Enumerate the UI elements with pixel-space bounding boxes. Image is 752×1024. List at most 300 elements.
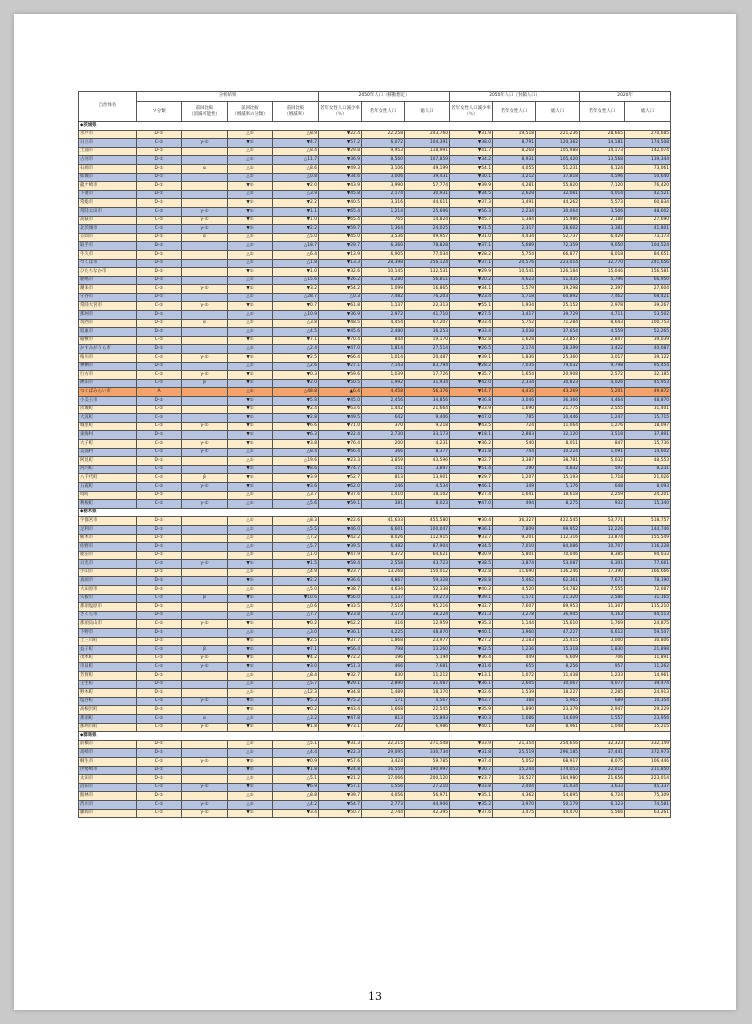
cell-w3: 2,188 [580,216,625,225]
cell-tot: 76,203 [405,293,450,302]
cell-t: D-① [137,164,182,173]
cell-a [182,766,228,775]
cell-w3: 13,874 [580,534,625,543]
cell-q: ▼40.1 [450,629,493,638]
cell-n: 那須町 [79,714,137,723]
cell-b: ▼② [228,757,273,766]
cell-r: △3.9 [273,190,319,199]
cell-b: ▼② [228,723,273,732]
cell-p: ▼36.6 [319,577,362,586]
cell-n: 鹿沼市 [79,551,137,560]
cell-w3: 8,075 [580,757,625,766]
table-row [79,560,671,569]
cell-q: ▼33.4 [450,328,493,337]
cell-a [182,397,228,406]
cell-a: γ-② [182,354,228,363]
cell-r: ▼5.8 [273,397,319,406]
cell-w2: 3,960 [493,629,536,638]
cell-a: β [182,646,228,655]
cell-q: ▼39.9 [450,182,493,191]
cell-w: 8,560 [362,156,405,165]
cell-w2: 7,809 [493,525,536,534]
cell-a [182,311,228,320]
header-municipality: 自治体名 [79,92,137,122]
cell-p: ▼23.3 [319,457,362,466]
cell-w3: 7,671 [580,577,625,586]
cell-r: △19.6 [273,457,319,466]
cell-w: 196 [362,654,405,663]
cell-t: D-① [137,276,182,285]
cell-t3: 223,014 [625,775,671,784]
cell-q: ▼46.1 [450,482,493,491]
cell-p: ▼33.5 [319,603,362,612]
cell-r: ▼3.0 [273,663,319,672]
cell-w: 1,364 [362,225,405,234]
cell-b: ▼② [228,285,273,294]
cell-q: ▼47.0 [450,414,493,423]
cell-t: D-① [137,629,182,638]
table-row [79,233,671,242]
table-row [79,345,671,354]
cell-t: D-① [137,586,182,595]
cell-t: C-② [137,354,182,363]
cell-n: 大田原市 [79,586,137,595]
cell-t3: 518,757 [625,517,671,526]
cell-t3: 50,640 [625,173,671,182]
cell-t3: 24,913 [625,689,671,698]
cell-b: ▼② [228,439,273,448]
cell-t2: 54,782 [536,586,580,595]
cell-b: ▼② [228,654,273,663]
cell-t2: 68,917 [536,757,580,766]
cell-tot: 5,194 [405,654,450,663]
prefecture-label: ◆栃木県 [79,508,671,517]
cell-p: ▼34.8 [319,689,362,698]
cell-n: 取手市 [79,242,137,251]
cell-w3: 5,201 [580,388,625,397]
cell-t2: 70,046 [536,551,580,560]
cell-t3: 142,074 [625,147,671,156]
cell-q: ▼32.7 [450,603,493,612]
cell-p: ▼54.2 [319,285,362,294]
cell-p: ▲6.4 [319,388,362,397]
cell-w: 6,360 [362,242,405,251]
cell-w3: 5,566 [580,809,625,818]
cell-w2: 5,052 [493,757,536,766]
cell-t3: 372,973 [625,749,671,758]
cell-tot: 12,959 [405,620,450,629]
cell-tot: 9,218 [405,422,450,431]
cell-n: 笠間市 [79,233,137,242]
cell-t3: 94,033 [625,551,671,560]
cell-w2: 785 [493,414,536,423]
cell-a [182,405,228,414]
cell-t2: 51,435 [536,276,580,285]
cell-w: 9,953 [362,147,405,156]
cell-t2: 120,362 [536,139,580,148]
cell-p: ▼57.2 [319,139,362,148]
table-row [79,603,671,612]
cell-q: ▼27.2 [450,637,493,646]
cell-tot: 57,774 [405,182,450,191]
cell-tot: 21,664 [405,405,450,414]
cell-q: ▼40.2 [450,586,493,595]
cell-p: ▼22.6 [319,517,362,526]
cell-n: 龍ケ崎市 [79,182,137,191]
cell-r: ▼6.3 [273,431,319,440]
cell-b: △② [228,242,273,251]
cell-a [182,551,228,560]
cell-t2: 10,224 [536,448,580,457]
cell-w3: 689 [580,697,625,706]
cell-t: D-① [137,233,182,242]
cell-t3: 45,953 [625,379,671,388]
cell-r: △8.4 [273,448,319,457]
cell-t: C-② [137,500,182,509]
cell-q: ▼35.3 [450,620,493,629]
cell-w3: 5,032 [580,457,625,466]
cell-w: 2,558 [362,560,405,569]
cell-r: △5.0 [273,233,319,242]
cell-w: 1,099 [362,285,405,294]
cell-b: △② [228,534,273,543]
cell-p: ▼45.8 [319,190,362,199]
cell-q: ▼33.9 [450,405,493,414]
cell-t2: 14,609 [536,714,580,723]
table-body [79,122,671,818]
cell-tot: 78,828 [405,242,450,251]
cell-n: 潮来市 [79,285,137,294]
cell-t2: 43,269 [536,388,580,397]
cell-a [182,362,228,371]
cell-r: ▼7.1 [273,336,319,345]
cell-a [182,577,228,586]
cell-b: △② [228,362,273,371]
cell-b: △② [228,448,273,457]
cell-w2: 15,244 [493,766,536,775]
cell-w: 466 [362,663,405,672]
cell-q: ▼32.6 [450,689,493,698]
table-row [79,740,671,749]
cell-n: 美浦村 [79,448,137,457]
cell-tot: 8,023 [405,500,450,509]
cell-tot: 67,207 [405,319,450,328]
cell-w2: 7,010 [493,543,536,552]
cell-w2: 4,520 [493,586,536,595]
cell-q: ▼41.7 [450,147,493,156]
cell-t: C-② [137,439,182,448]
cell-w2: 3,387 [493,457,536,466]
cell-q: ▼30.1 [450,173,493,182]
cell-t2: 62,361 [536,577,580,586]
cell-w2: 4,435 [493,388,536,397]
cell-b: ▼② [228,302,273,311]
cell-t2: 52,737 [536,233,580,242]
cell-n: 那珂市 [79,311,137,320]
cell-q: ▼37.6 [450,809,493,818]
table-row [79,620,671,629]
cell-t3: 44,513 [625,611,671,620]
cell-t2: 296,185 [536,749,580,758]
cell-w: 813 [362,714,405,723]
cell-r: ▼2.4 [273,405,319,414]
cell-q: ▼36.1 [450,525,493,534]
cell-w3: 4,559 [580,328,625,337]
cell-t2: 38,781 [536,457,580,466]
cell-b: ▼② [228,354,273,363]
cell-b: △② [228,775,273,784]
cell-a [182,517,228,526]
cell-p: ▼24.8 [319,766,362,775]
cell-w: 13,268 [362,568,405,577]
cell-b: △② [228,500,273,509]
cell-a: γ-② [182,663,228,672]
cell-w: 4,372 [362,551,405,560]
cell-n: 市貝町 [79,663,137,672]
cell-q: ▼56.3 [450,207,493,216]
cell-t2: 25,415 [536,637,580,646]
cell-t2: 44,262 [536,199,580,208]
cell-p: △0.3 [319,293,362,302]
cell-t3: 63,261 [625,809,671,818]
table-row [79,586,671,595]
cell-p: ▼39.7 [319,792,362,801]
cell-w3: 6,123 [580,800,625,809]
table-row [79,311,671,320]
cell-tot: 112,915 [405,534,450,543]
cell-t3: 24,201 [625,491,671,500]
cell-b: △② [228,792,273,801]
cell-b: ▼② [228,139,273,148]
cell-tot: 243,760 [405,130,450,139]
cell-w: 1,410 [362,491,405,500]
cell-n: 那須塩原市 [79,603,137,612]
cell-p: ▼37.7 [319,637,362,646]
cell-r: △4.5 [273,328,319,337]
cell-w3: 2,397 [580,285,625,294]
cell-n: 石岡市 [79,164,137,173]
cell-p: ▼56.4 [319,646,362,655]
cell-t2: 60,892 [536,293,580,302]
cell-a: γ-② [182,620,228,629]
cell-n: かすみがうら市 [79,345,137,354]
cell-a: γ-② [182,439,228,448]
cell-n: 茨城町 [79,405,137,414]
cell-tot: 16,865 [405,285,450,294]
table-row [79,130,671,139]
cell-q: ▼34.5 [450,190,493,199]
cell-t3: 332,149 [625,740,671,749]
cell-w2: 3,417 [493,311,536,320]
table-row [79,371,671,380]
cell-t3: 15,715 [625,414,671,423]
cell-t3: 14,602 [625,448,671,457]
cell-b: ▼② [228,474,273,483]
cell-w3: 1,718 [580,474,625,483]
table-row [79,491,671,500]
cell-w2: 8,931 [493,156,536,165]
cell-w2: 1,890 [493,706,536,715]
cell-w: 798 [362,646,405,655]
cell-t: C-② [137,465,182,474]
cell-w3: 53,771 [580,517,625,526]
cell-p: ▼27.1 [319,362,362,371]
cell-tot: 13,901 [405,474,450,483]
cell-w2: 7,607 [493,603,536,612]
cell-tot: 36,253 [405,328,450,337]
header-prev-shrink: 前回比較 （増減率の分類） [228,102,273,122]
cell-q: ▼31.8 [450,749,493,758]
cell-q: ▼30.3 [450,714,493,723]
cell-b: △② [228,147,273,156]
cell-r: △3.8 [273,319,319,328]
cell-w2: 25,519 [493,749,536,758]
table-row [79,207,671,216]
cell-w3: 2,555 [580,405,625,414]
cell-a: β [182,594,228,603]
cell-tot: 23,977 [405,637,450,646]
cell-w: 2,972 [362,311,405,320]
cell-t: D-① [137,259,182,268]
cell-b: ▼② [228,663,273,672]
cell-a [182,491,228,500]
cell-b: ▼② [228,646,273,655]
cell-a [182,268,228,277]
cell-t: D-① [137,551,182,560]
cell-t2: 23,857 [536,336,580,345]
header-pop2050-forecast: 2050年人口（移動想定） [319,92,450,102]
cell-a [182,672,228,681]
table-row [79,156,671,165]
cell-p: ▼45.0 [319,397,362,406]
cell-r: △8.4 [273,672,319,681]
cell-t3: 48,602 [625,207,671,216]
cell-r: △5.1 [273,775,319,784]
cell-a [182,543,228,552]
cell-a: γ-② [182,697,228,706]
cell-r: ▼2.0 [273,379,319,388]
cell-a: γ-② [182,800,228,809]
cell-p: ▼56.0 [319,594,362,603]
cell-w: 6,905 [362,250,405,259]
cell-tot: 20,487 [405,354,450,363]
cell-t3: 73,173 [625,233,671,242]
cell-n: 牛久市 [79,250,137,259]
cell-n: 小美玉市 [79,397,137,406]
table-row [79,405,671,414]
cell-t2: 66,877 [536,250,580,259]
table-row [79,551,671,560]
cell-r: △18.7 [273,242,319,251]
cell-q: ▼43.7 [450,697,493,706]
cell-t: C-② [137,474,182,483]
cell-t3: 11,891 [625,654,671,663]
cell-q: ▼34.1 [450,285,493,294]
cell-q: ▼38.0 [450,139,493,148]
cell-n: 芳賀町 [79,672,137,681]
cell-n: 常陸大宮市 [79,302,137,311]
cell-a: γ-① [182,448,228,457]
cell-t: D-① [137,328,182,337]
cell-w: 22,258 [362,130,405,139]
cell-tot: 27,514 [405,345,450,354]
cell-n: 常総市 [79,199,137,208]
cell-a [182,156,228,165]
cell-q: ▼23.4 [450,293,493,302]
cell-t: C-② [137,216,182,225]
cell-w2: 10,541 [493,268,536,277]
cell-w: 1,814 [362,345,405,354]
cell-w: 246 [362,482,405,491]
cell-t: C-② [137,225,182,234]
cell-b: ▼② [228,182,273,191]
cell-a: γ-② [182,225,228,234]
cell-n: 行方市 [79,371,137,380]
cell-p: ▼52.7 [319,474,362,483]
cell-w2: 36,327 [493,517,536,526]
cell-p: ▼37.6 [319,491,362,500]
cell-tot: 44,906 [405,800,450,809]
cell-r: △5.7 [273,680,319,689]
cell-t: C-② [137,482,182,491]
cell-r: △3.0 [273,629,319,638]
cell-w2: 1,690 [493,405,536,414]
cell-t2: 53,087 [536,560,580,569]
cell-w3: 2,572 [580,371,625,380]
cell-t: D-① [137,491,182,500]
cell-w: 17,066 [362,775,405,784]
cell-q: ▼31.9 [450,130,493,139]
cell-w3: 11,307 [580,603,625,612]
cell-n: 高萩市 [79,216,137,225]
cell-b: ▼② [228,697,273,706]
cell-a: α [182,714,228,723]
cell-tot: 19,273 [405,594,450,603]
table-row [79,259,671,268]
cell-n: 守谷市 [79,293,137,302]
cell-n: 足利市 [79,525,137,534]
cell-n: 藤岡市 [79,809,137,818]
cell-a [182,465,228,474]
cell-a: γ-② [182,422,228,431]
cell-w3: 3,422 [580,345,625,354]
cell-p: ▼36.1 [319,629,362,638]
cell-a: γ-② [182,809,228,818]
cell-a: α [182,164,228,173]
cell-t: D-① [137,680,182,689]
cell-t3: 144,746 [625,525,671,534]
cell-q: ▼40.1 [450,723,493,732]
cell-tot: 59,785 [405,757,450,766]
cell-n: 上三川町 [79,637,137,646]
cell-w3: 9,050 [580,242,625,251]
cell-b: △② [228,457,273,466]
cell-t: C-② [137,379,182,388]
cell-t2: 39,729 [536,311,580,320]
cell-w: 3,990 [362,182,405,191]
cell-n: 東海村 [79,431,137,440]
cell-t2: 4,832 [536,465,580,474]
cell-w3: 2,586 [580,594,625,603]
cell-b: △② [228,800,273,809]
cell-t3: 21,026 [625,474,671,483]
cell-b: △② [228,672,273,681]
cell-q: ▼39.1 [450,354,493,363]
header-pop2050-closed: 2050年人口（封鎖人口） [450,92,580,102]
cell-tot: 43,723 [405,560,450,569]
table-row [79,637,671,646]
cell-t: D-① [137,156,182,165]
